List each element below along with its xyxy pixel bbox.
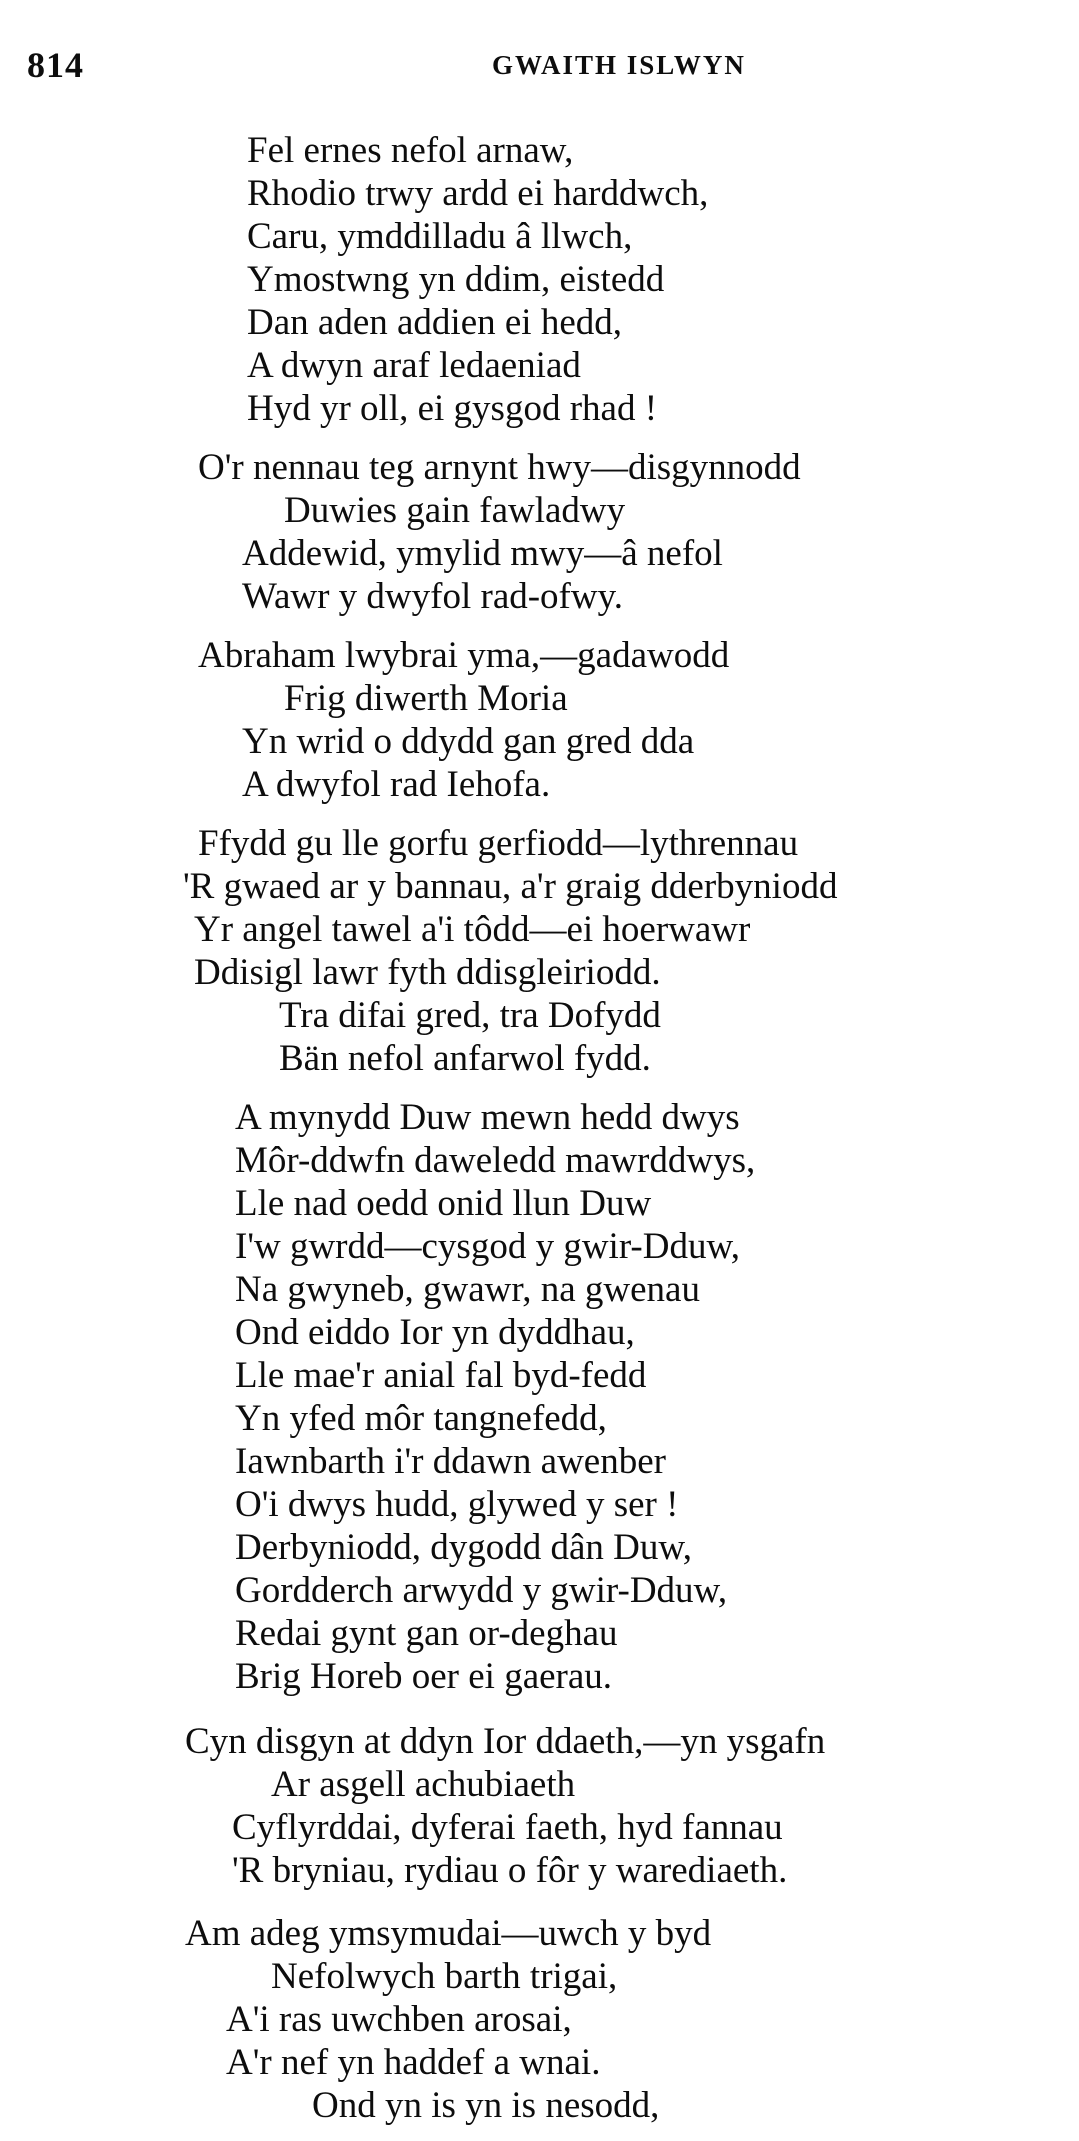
verse-line: Derbyniodd, dygodd dân Duw, — [235, 1527, 692, 1568]
verse-line: Bän nefol anfarwol fydd. — [279, 1038, 651, 1079]
verse-line: Môr-ddwfn daweledd mawrddwys, — [235, 1140, 756, 1181]
verse-line: Rhodio trwy ardd ei harddwch, — [247, 173, 709, 214]
verse-line: Hyd yr oll, ei gysgod rhad ! — [247, 388, 658, 429]
verse-line: Brig Horeb oer ei gaerau. — [235, 1656, 613, 1697]
verse-line: Addewid, ymylid mwy—â nefol — [242, 533, 723, 574]
verse-line: A dwyfol rad Iehofa. — [242, 764, 551, 805]
page-number: 814 — [27, 45, 84, 85]
verse-line: Frig diwerth Moria — [284, 678, 568, 719]
verse-line: A dwyn araf ledaeniad — [247, 345, 581, 386]
verse-line: Fel ernes nefol arnaw, — [247, 130, 574, 171]
verse-line: Ar asgell achubiaeth — [271, 1764, 576, 1805]
verse-line: Yn yfed môr tangnefedd, — [235, 1398, 607, 1439]
verse-line: A mynydd Duw mewn hedd dwys — [235, 1097, 740, 1138]
verse-line: Ond yn is yn is nesodd, — [312, 2085, 660, 2126]
verse-line: Ddisigl lawr fyth ddisgleiriodd. — [194, 952, 661, 993]
verse-line: O'i dwys hudd, glywed y ser ! — [235, 1484, 679, 1525]
verse-line: Yn wrid o ddydd gan gred dda — [242, 721, 695, 762]
verse-line: O'r nennau teg arnynt hwy—disgynnodd — [198, 447, 801, 488]
verse-line: A'r nef yn haddef a wnai. — [226, 2042, 601, 2083]
verse-line: 'R gwaed ar y bannau, a'r graig dderbyniodd — [183, 866, 838, 907]
verse-line: Nefolwych barth trigai, — [271, 1956, 618, 1997]
verse-line: Tra difai gred, tra Dofydd — [279, 995, 661, 1036]
verse-line: 'R bryniau, rydiau o fôr y warediaeth. — [232, 1850, 788, 1891]
verse-line: Iawnbarth i'r ddawn awenber — [235, 1441, 666, 1482]
verse-line: Cyn disgyn at ddyn Ior ddaeth,—yn ysgafn — [185, 1721, 826, 1762]
verse-line: Abraham lwybrai yma,—gadawodd — [198, 635, 730, 676]
verse-line: Duwies gain fawladwy — [284, 490, 626, 531]
verse-line: Caru, ymddilladu â llwch, — [247, 216, 633, 257]
verse-line: Am adeg ymsymudai—uwch y byd — [185, 1913, 712, 1954]
verse-line: Yr angel tawel a'i tôdd—ei hoerwawr — [194, 909, 751, 950]
verse-line: Ond eiddo Ior yn dyddhau, — [235, 1312, 635, 1353]
verse-line: A'i ras uwchben arosai, — [226, 1999, 572, 2040]
running-title: GWAITH ISLWYN — [492, 50, 746, 80]
verse-line: Wawr y dwyfol rad-ofwy. — [242, 576, 623, 617]
verse-line: Ymostwng yn ddim, eistedd — [247, 259, 665, 300]
verse-line: Ffydd gu lle gorfu gerfiodd—lythrennau — [198, 823, 799, 864]
verse-line: Gordderch arwydd y gwir-Dduw, — [235, 1570, 728, 1611]
verse-line: Cyflyrddai, dyferai faeth, hyd fannau — [232, 1807, 783, 1848]
verse-line: I'w gwrdd—cysgod y gwir-Dduw, — [235, 1226, 741, 1267]
verse-line: Na gwyneb, gwawr, na gwenau — [235, 1269, 700, 1310]
verse-line: Lle nad oedd onid llun Duw — [235, 1183, 652, 1224]
verse-line: Redai gynt gan or-deghau — [235, 1613, 618, 1654]
verse-line: Dan aden addien ei hedd, — [247, 302, 622, 343]
verse-line: Lle mae'r anial fal byd-fedd — [235, 1355, 647, 1396]
